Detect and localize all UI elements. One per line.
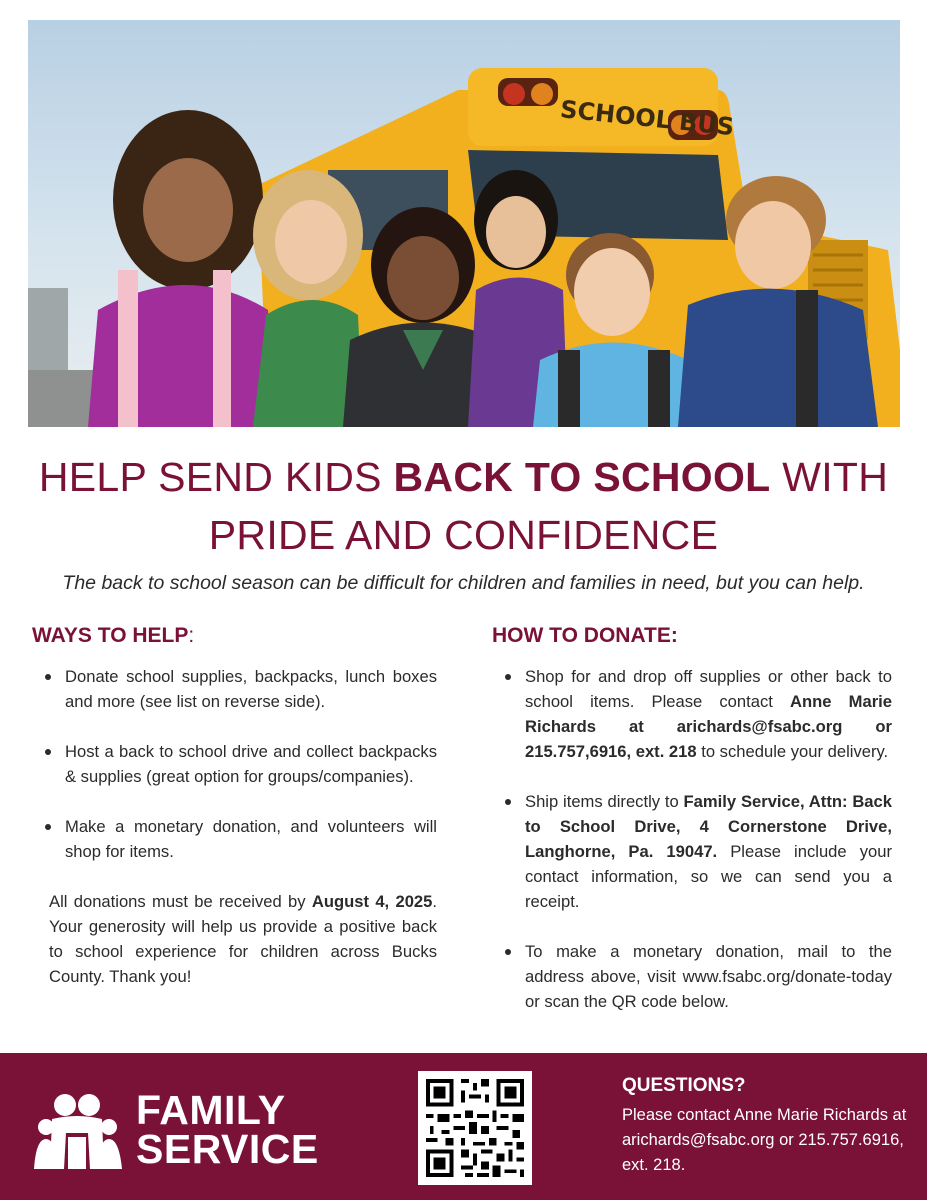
qr-code-icon (418, 1071, 532, 1185)
headline-line-1 (0, 448, 927, 506)
shipping-address: Family Service, Attn: Back to School Drive, 4 Cornerstone Drive, Langhorne, Pa. 19047. (525, 792, 892, 861)
headline (0, 448, 927, 564)
bullet-icon (505, 949, 511, 955)
questions-block (622, 1073, 912, 1178)
questions-heading: QUESTIONS? (622, 1075, 746, 1096)
how-to-donate-list (492, 664, 892, 1014)
donate-qr-code[interactable] (418, 1071, 532, 1185)
footer-banner (0, 1053, 927, 1200)
bullet-icon (45, 749, 51, 755)
list-item: Make a monetary donation, and volunteers will shop for items. (32, 814, 437, 864)
intro-text: The back to school season can be difficult for children and families in need, but you can help. (62, 572, 865, 594)
bullet-icon (505, 674, 511, 680)
ways-to-help-list (32, 664, 437, 864)
questions-contact-text: Please contact Anne Marie Richards at arichards@fsabc.org or 215.757.6916, ext. 218. (622, 1106, 907, 1174)
ways-to-help-heading: WAYS TO HELP: (32, 624, 195, 647)
family-figures-icon (32, 1093, 124, 1173)
bullet-icon (505, 799, 511, 805)
headline-prefix: HELP SEND KIDS (38, 454, 394, 500)
list-item: To make a monetary donation, mail to the address above, visit www.fsabc.org/donate-today or scan the QR code below. (492, 939, 892, 1014)
list-item: Shop for and drop off supplies or other back to school items. Please contact Anne Marie Richards at arichards@fsabc.org or 215.757,6916, ext. 218 to schedule your delivery. (492, 664, 892, 764)
hero-photo (28, 20, 900, 427)
list-item: Donate school supplies, backpacks, lunch boxes and more (see list on reverse side). (32, 664, 437, 714)
how-to-donate-heading: HOW TO DONATE: (492, 624, 678, 647)
ways-to-help-section (32, 622, 437, 989)
bullet-icon (45, 824, 51, 830)
school-bus-kids-illustration (28, 20, 900, 427)
bullet-icon (45, 674, 51, 680)
headline-suffix: WITH (770, 454, 889, 500)
list-item: Host a back to school drive and collect backpacks & supplies (great option for groups/companies). (32, 739, 437, 789)
list-item: Ship items directly to Family Service, Attn: Back to School Drive, 4 Cornerstone Drive, Langhorne, Pa. 19047. Please include your contact information, so we can send you a receipt. (492, 789, 892, 914)
headline-line-2: PRIDE AND CONFIDENCE (208, 512, 719, 558)
how-to-donate-section (492, 622, 892, 1039)
contact-info: Anne Marie Richards at arichards@fsabc.org or 215.757,6916, ext. 218 (525, 692, 892, 761)
family-service-logo (32, 1087, 319, 1172)
deadline-date: August 4, 2025 (311, 892, 433, 911)
logo-wordmark: FAMILY SERVICE (136, 1087, 319, 1172)
donation-deadline-text: All donations must be received by August 4, 2025. Your generosity will help us provide a positive back to school experience for children across Bucks County. Thank you! (49, 892, 437, 986)
bus-sign-text: SCHOOL BUS (558, 95, 736, 142)
headline-bold: BACK TO SCHOOL (393, 454, 771, 500)
